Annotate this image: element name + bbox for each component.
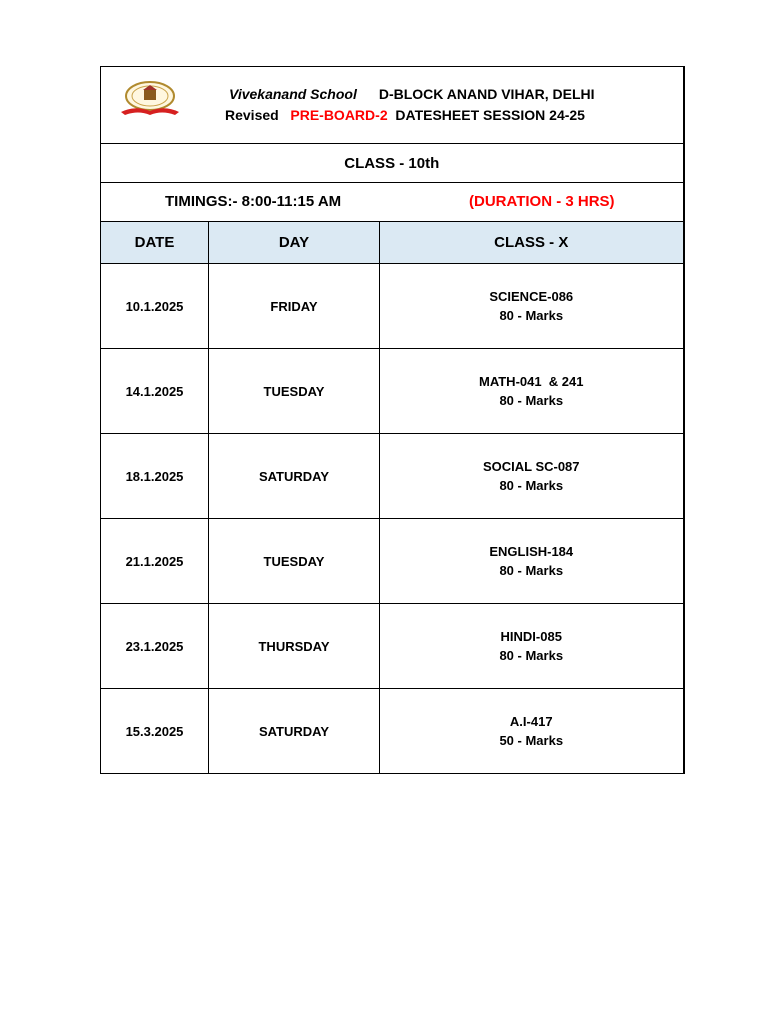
table-row [101,434,684,519]
table-row [101,519,684,604]
exam-day: TUESDAY [209,349,380,434]
table-row [101,264,684,349]
exam-name: PRE-BOARD-2 [290,107,388,123]
datesheet-table [100,66,685,774]
exam-subject-cell [380,519,684,604]
exam-date: 15.3.2025 [101,689,209,774]
subject-marks: 50 - Marks [499,733,564,748]
column-header-date: DATE [101,222,209,264]
subject-marks: 80 - Marks [499,478,564,493]
exam-date: 18.1.2025 [101,434,209,519]
class-title: CLASS - 10th [101,144,684,183]
exam-subject-cell [380,264,684,349]
exam-date: 14.1.2025 [101,349,209,434]
revised-label: Revised [225,107,279,123]
exam-day: TUESDAY [209,519,380,604]
exam-day: FRIDAY [209,264,380,349]
exam-subject-cell [380,604,684,689]
column-header-day: DAY [209,222,380,264]
subject-name: A.I-417 [509,714,553,729]
header-line-school [229,86,595,102]
exam-date: 23.1.2025 [101,604,209,689]
school-name: Vivekanand School [229,86,357,102]
header-line-exam [225,107,585,123]
subject-marks: 80 - Marks [499,563,564,578]
table-row [101,604,684,689]
datesheet-session: DATESHEET SESSION 24-25 [395,107,585,123]
school-address: D-BLOCK ANAND VIHAR, DELHI [378,86,595,102]
table-row [101,689,684,774]
exam-date: 21.1.2025 [101,519,209,604]
timing-row [101,183,684,222]
exam-day: THURSDAY [209,604,380,689]
subject-marks: 80 - Marks [499,308,564,323]
subject-name: MATH-041 & 241 [478,374,584,389]
subject-marks: 80 - Marks [499,648,564,663]
subject-name: SOCIAL SC-087 [482,459,580,474]
column-header-row [101,222,684,264]
exam-subject-cell [380,434,684,519]
table-row [101,349,684,434]
exam-subject-cell [380,349,684,434]
subject-name: ENGLISH-184 [489,544,574,559]
subject-marks: 80 - Marks [499,393,564,408]
timings-text: TIMINGS:- 8:00-11:15 AM [165,193,342,210]
subject-name: SCIENCE-086 [489,289,574,304]
exam-day: SATURDAY [209,689,380,774]
column-header-class: CLASS - X [380,222,684,264]
school-emblem-logo-icon [117,81,183,117]
exam-date: 10.1.2025 [101,264,209,349]
exam-subject-cell [380,689,684,774]
exam-day: SATURDAY [209,434,380,519]
duration-text: (DURATION - 3 HRS) [469,193,615,210]
subject-name: HINDI-085 [500,629,562,644]
sheet-header [101,67,684,144]
